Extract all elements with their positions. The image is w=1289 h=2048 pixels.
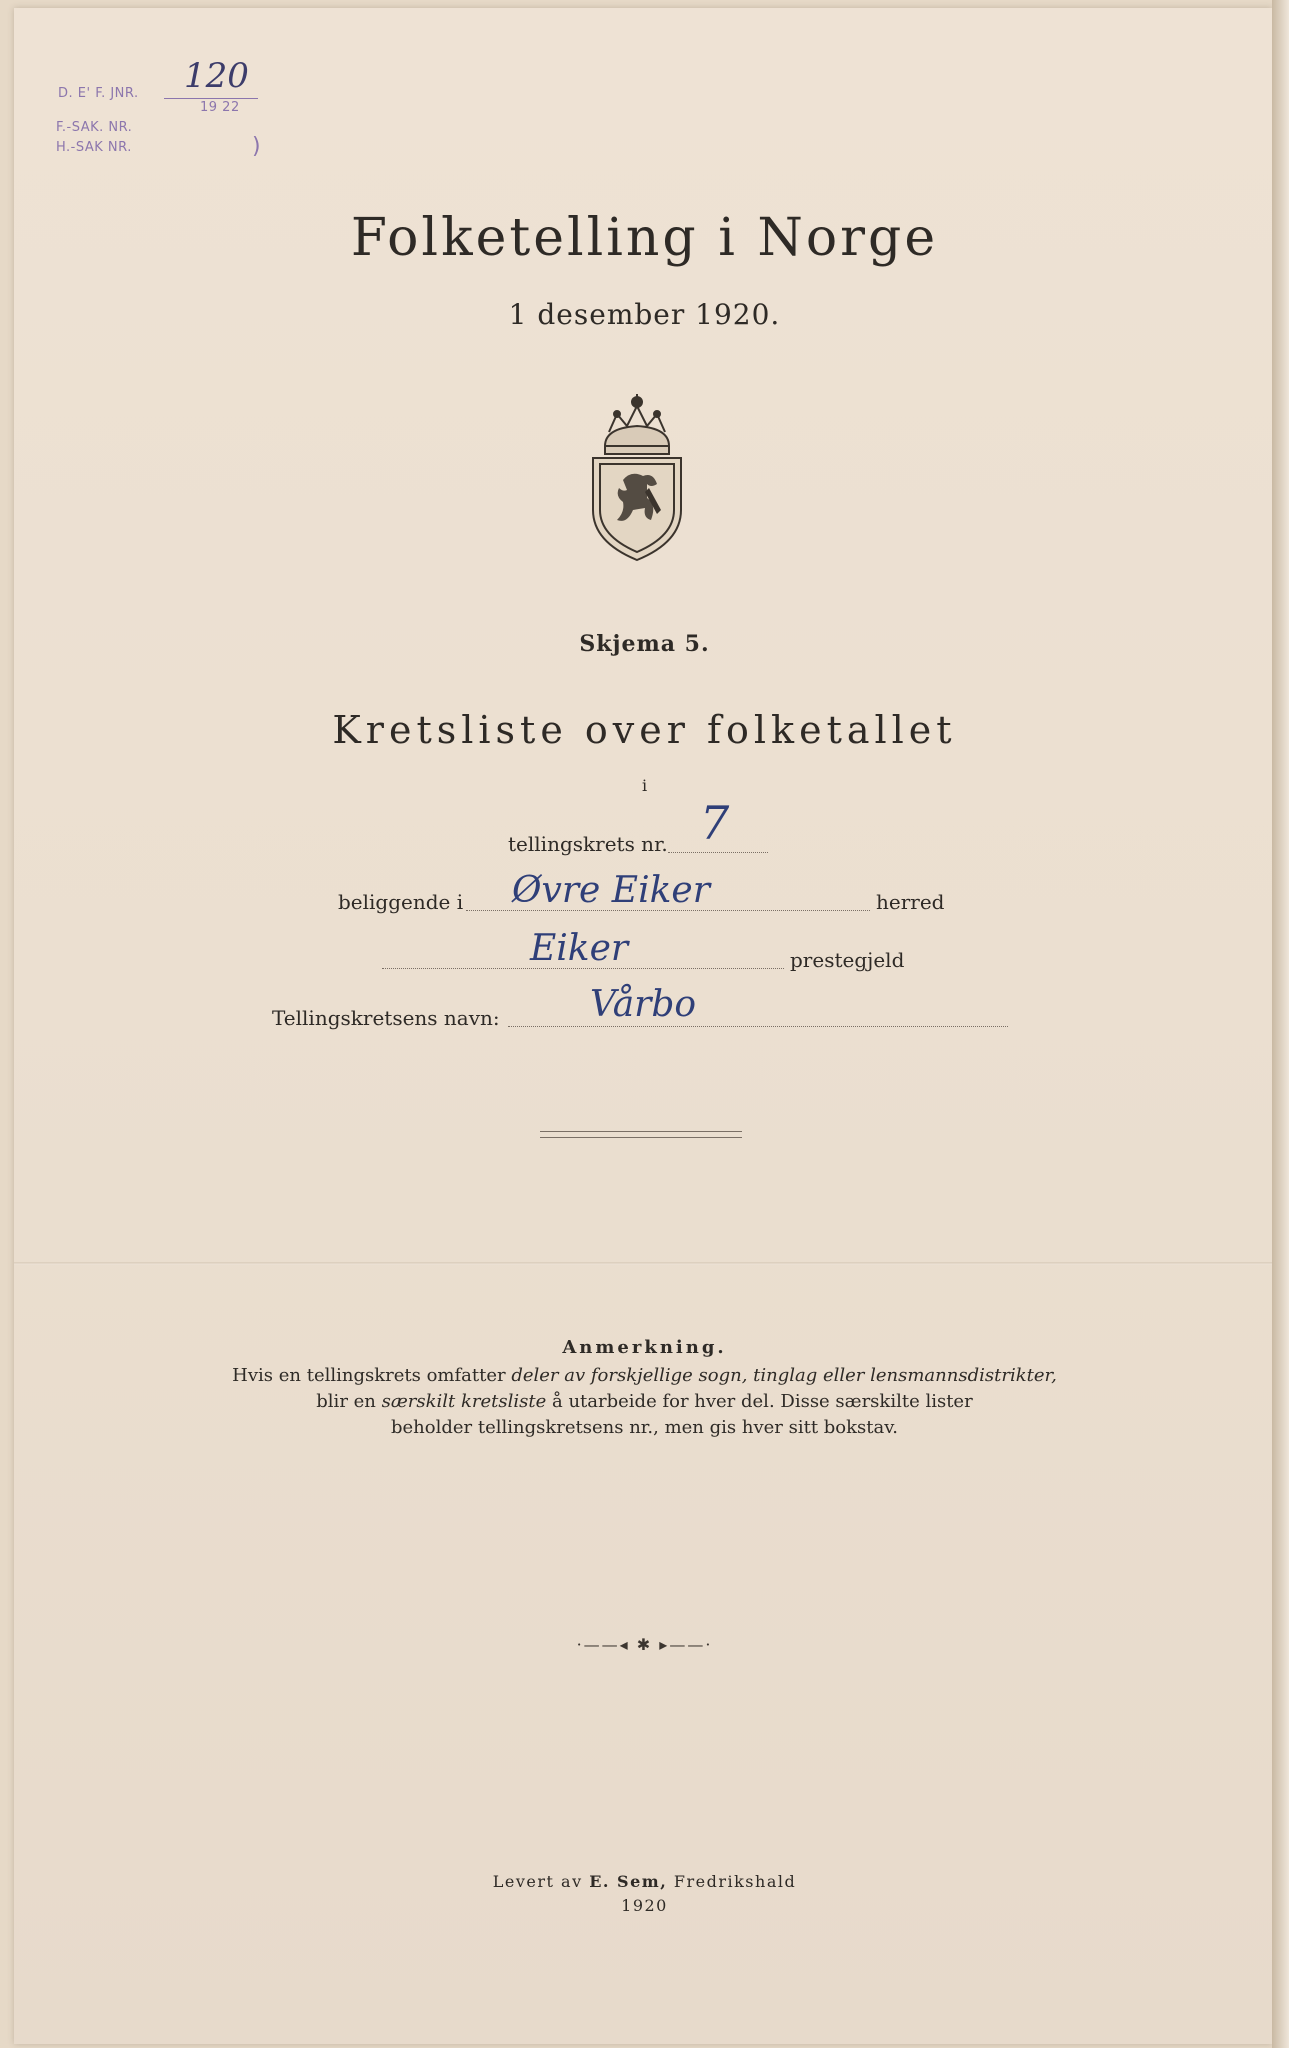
printer-line: Levert av E. Sem, Fredrikshald bbox=[492, 1872, 797, 1891]
stamp-mark: ) bbox=[252, 134, 262, 159]
stamp-line-fsak: F.-SAK. NR. bbox=[56, 120, 133, 135]
separator-rule bbox=[540, 1131, 742, 1138]
stamp-underline bbox=[164, 98, 258, 99]
note-line-1: Hvis en tellingskrets omfatter deler av forskjellige sogn, tinglag eller lensmannsdistrikter, bbox=[232, 1365, 1057, 1386]
beliggende-label: beliggende i bbox=[338, 890, 464, 914]
herred-label: herred bbox=[876, 890, 945, 914]
paper-fold bbox=[14, 1262, 1272, 1265]
ornament-divider: ·——◂ ✱ ▸——· bbox=[576, 1635, 713, 1654]
krets-line bbox=[668, 852, 768, 853]
stamp-jnr-number: 120 bbox=[184, 56, 249, 96]
page-title: Folketelling i Norge bbox=[350, 208, 939, 268]
krets-value: 7 bbox=[700, 796, 730, 850]
navn-line bbox=[508, 1026, 1008, 1027]
prestegjeld-label: prestegjeld bbox=[790, 948, 905, 972]
krets-label: tellingskrets nr. bbox=[508, 832, 668, 856]
prestegjeld-value: Eiker bbox=[530, 928, 629, 969]
schema-number: Skjema 5. bbox=[579, 631, 710, 657]
note-line-3: beholder tellingskretsens nr., men gis hver sitt bokstav. bbox=[390, 1417, 898, 1438]
connector-i: i bbox=[641, 776, 648, 795]
navn-label: Tellingskretsens navn: bbox=[272, 1006, 500, 1030]
form-heading: Kretsliste over folketallet bbox=[332, 708, 957, 752]
coat-of-arms-icon bbox=[587, 392, 687, 564]
page-date: 1 desember 1920. bbox=[508, 298, 781, 331]
stamp-line-jnr: D. E' F. JNR. bbox=[58, 86, 139, 101]
stamp-year: 19 22 bbox=[200, 100, 240, 115]
printer-year: 1920 bbox=[621, 1896, 668, 1915]
note-title: Anmerkning. bbox=[562, 1337, 727, 1358]
note-line-2: blir en særskilt kretsliste å utarbeide for hver del. Disse særskilte lister bbox=[316, 1391, 973, 1412]
stamp-line-hsak: H.-SAK NR. bbox=[56, 140, 132, 155]
navn-value: Vårbo bbox=[590, 984, 697, 1025]
herred-value: Øvre Eiker bbox=[512, 870, 710, 911]
